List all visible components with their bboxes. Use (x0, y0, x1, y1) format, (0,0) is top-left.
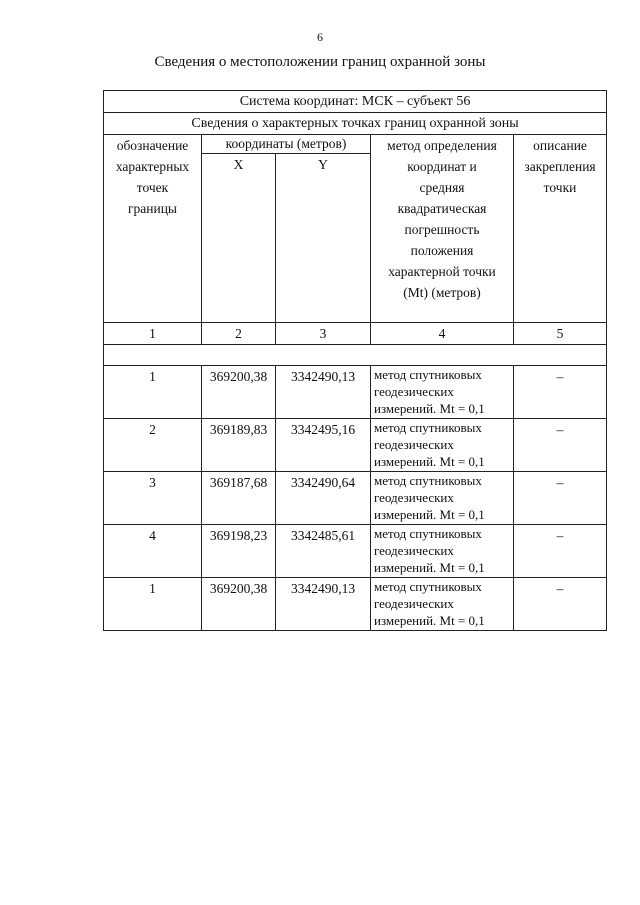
coord-system-cell: Система координат: МСК – субъект 56 (104, 91, 607, 113)
table-row (104, 366, 607, 419)
method-cell: метод спутниковых геодезических измерений. Mt = 0,1 (371, 578, 514, 631)
header-description: описание закрепления точки (514, 135, 607, 323)
empty-row (104, 345, 607, 366)
description-cell: – (514, 366, 607, 419)
column-number: 2 (202, 323, 276, 345)
table-row (104, 419, 607, 472)
method-cell: метод спутниковых геодезических измерений. Mt = 0,1 (371, 366, 514, 419)
page-number: 6 (317, 30, 323, 44)
description-cell: – (514, 419, 607, 472)
x-coordinate: 369200,38 (202, 366, 276, 419)
header-designation: обозначение характерных точек границы (104, 135, 202, 323)
point-number: 2 (104, 419, 202, 472)
column-number: 4 (371, 323, 514, 345)
method-cell: метод спутниковых геодезических измерений. Mt = 0,1 (371, 472, 514, 525)
header-x: X (202, 154, 276, 323)
y-coordinate: 3342490,13 (276, 578, 371, 631)
point-number: 3 (104, 472, 202, 525)
method-cell: метод спутниковых геодезических измерений. Mt = 0,1 (371, 525, 514, 578)
table-row (104, 525, 607, 578)
point-number: 1 (104, 366, 202, 419)
x-coordinate: 369198,23 (202, 525, 276, 578)
document-title: Сведения о местоположении границ охранной зоны (154, 54, 486, 70)
column-number: 1 (104, 323, 202, 345)
y-coordinate: 3342485,61 (276, 525, 371, 578)
column-number: 3 (276, 323, 371, 345)
header-method: метод определения координат и средняя квадратическая погрешность положения характерной точки (Mt) (метров) (371, 135, 514, 323)
method-cell: метод спутниковых геодезических измерений. Mt = 0,1 (371, 419, 514, 472)
header-y: Y (276, 154, 371, 323)
x-coordinate: 369200,38 (202, 578, 276, 631)
y-coordinate: 3342490,64 (276, 472, 371, 525)
description-cell: – (514, 578, 607, 631)
column-number: 5 (514, 323, 607, 345)
y-coordinate: 3342495,16 (276, 419, 371, 472)
table-row (104, 472, 607, 525)
table-row (104, 578, 607, 631)
description-cell: – (514, 525, 607, 578)
point-number: 1 (104, 578, 202, 631)
y-coordinate: 3342490,13 (276, 366, 371, 419)
section-title-cell: Сведения о характерных точках границ охранной зоны (104, 113, 607, 135)
x-coordinate: 369189,83 (202, 419, 276, 472)
point-number: 4 (104, 525, 202, 578)
header-coordinates: координаты (метров) (202, 135, 371, 154)
boundary-points-table (103, 90, 607, 631)
description-cell: – (514, 472, 607, 525)
x-coordinate: 369187,68 (202, 472, 276, 525)
